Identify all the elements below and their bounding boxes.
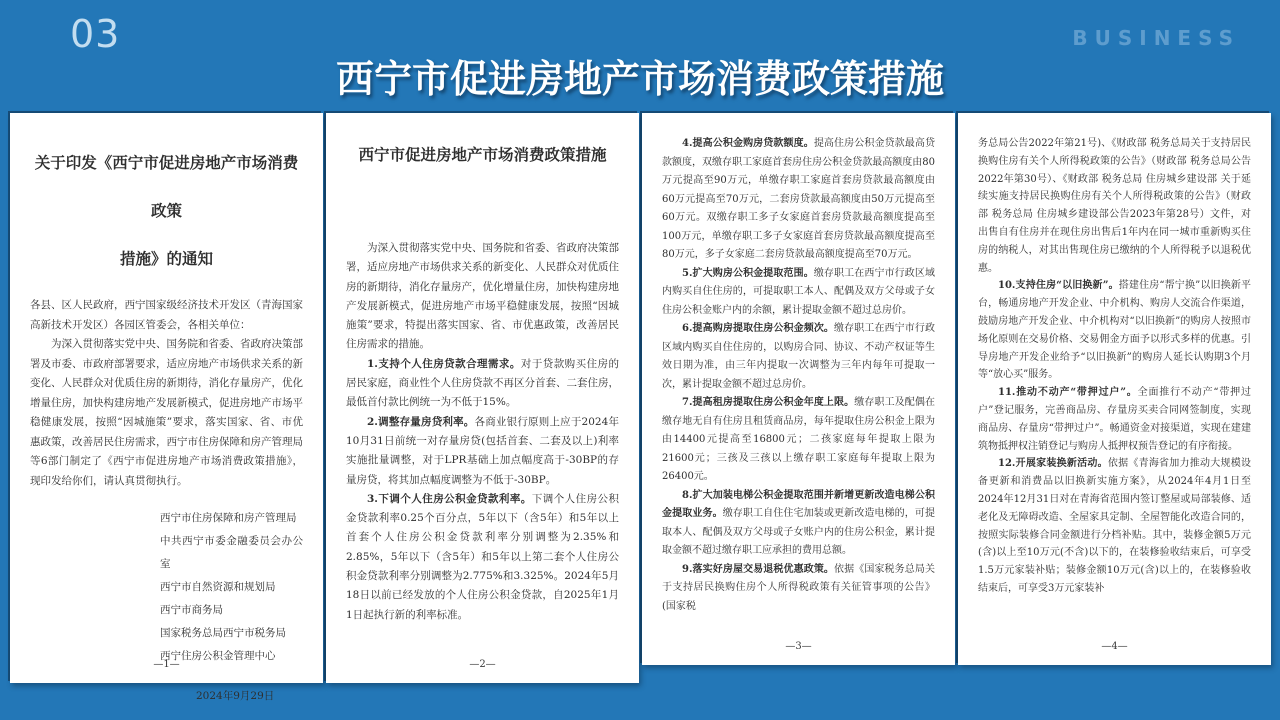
policy-item-text: 缴存职工在西宁市行政区域内购买自住住房的，可提取职工本人、配偶及双方父母或子女住房公积金账户内的余额，累计提取金额不超过总房价。	[662, 267, 935, 316]
notice-salutation: 各县、区人民政府，西宁国家级经济技术开发区（青海国家高新技术开发区）各园区管委会，各相关单位：	[30, 299, 303, 331]
policy-item-lead: 4.提高公积金购房贷款额度。	[682, 138, 814, 149]
policy-item-text: 对于贷款购买住房的居民家庭，商业性个人住房贷款不再区分首套、二套住房，最低首付款比例统一为不低于15%。	[346, 357, 620, 409]
signer-list	[160, 507, 303, 668]
policy-item-2	[346, 413, 619, 490]
policy-item-lead: 5.扩大购房公积金提取范围。	[682, 267, 814, 279]
measures-intro: 为深入贯彻落实党中央、国务院和省委、省政府决策部署，适应房地产市场供求关系的新变化、人民群众对优质住房的新期待，消化存量房产，优化增量住房，加快构建房地产发展新模式，促进房地产市场平稳健康发展，按照“因城施策”要求，特提出落实国家、省、市优惠政策，改善居民住房需求的措施。	[346, 242, 619, 351]
policy-item-lead: 3.下调个人住房公积金贷款利率。	[367, 492, 532, 505]
policy-item-8	[662, 487, 935, 561]
policy-item-3	[346, 490, 619, 625]
policy-items	[662, 135, 935, 616]
signer-line: 西宁市住房保障和房产管理局	[160, 512, 297, 524]
policy-item-text: 下调个人住房公积金贷款利率0.25个百分点，5年以下（含5年）和5年以上首套个人住房公积金贷款利率分别调整为2.35%和2.85%，5年以下（含5年）和5年以上第二套个人住房公积金贷款利率分别调整为2.775%和3.325%。2024年5月18日以前已经发放的个人住房公积金贷款，自2025年1月1日起执行新的利率标准。	[346, 492, 620, 621]
policy-item-7	[662, 394, 935, 487]
page-number: —2—	[469, 659, 496, 670]
policy-item-text: 全面推行不动产“带押过户”登记服务，完善商品房、存量房买卖合同网签制度，实现商品房、存量房“带押过户”。畅通资金对接渠道，实现在建建筑物抵押权注销登记与购房人抵押权预告登记的有序衔接。	[978, 387, 1251, 452]
policy-item-text: 提高住房公积金贷款最高贷款额度，双缴存职工家庭首套房住房公积金贷款最高额度由80万元提高至90万元，单缴存职工家庭首套房贷款最高额度由60万元提高至70万元，二套房贷款最高额度由50万元提高至60万元。双缴存职工多子女家庭首套房贷款最高额度提高至100万元，单缴存职工多子女家庭首套房贷款最高额度提高至80万元，多子女家庭二套房贷款最高额度提高至70万元。	[662, 138, 935, 260]
signer-line: 国家税务总局西宁市税务局	[160, 627, 286, 639]
policy-item-text: 缴存职工自住住宅加装或更新改造电梯的，可提取本人、配偶及双方父母或子女账户内的住房公积金，累计提取金额不超过缴存职工应承担的费用总额。	[662, 508, 936, 556]
signer-line: 西宁住房公积金管理中心	[160, 650, 276, 662]
business-watermark: BUSINESS	[1072, 26, 1240, 50]
policy-item-10	[978, 277, 1251, 384]
policy-item-lead: 9.落实好房屋交易退税优惠政策。	[682, 563, 835, 575]
measures-title: 西宁市促进房地产市场消费政策措施	[358, 145, 607, 164]
policy-item-6	[662, 320, 935, 394]
policy-item-text: 缴存职工及配偶在缴存地无自有住房且租赁商品房，每年提取住房公积金上限为由14400元提高至16800元；二孩家庭每年提取上限为21600元；三孩及三孩以上缴存职工家庭每年提取上限为26400元。	[662, 397, 935, 482]
policy-item-12	[978, 455, 1251, 597]
policy-item-11	[978, 384, 1251, 455]
policy-item-5	[662, 265, 935, 321]
policy-item-lead: 8.扩大加装电梯公积金提取范围并新增更新改造电梯公积金提取业务。	[662, 489, 935, 519]
signer-line: 西宁市自然资源和规划局	[160, 581, 276, 593]
policy-item-lead: 1.支持个人住房贷款合理需求。	[367, 357, 521, 370]
notice-body: 为深入贯彻落实党中央、国务院和省委、省政府决策部署及市委、市政府部署要求，适应房地产市场供求关系的新变化、人民群众对优质住房的新期待，消化存量房产，优化增量住房，加快构建房地产发展新模式，促进房地产市场平稳健康发展，按照“因城施策”要求，落实国家、省、市优惠政策，改善居民住房需求，西宁市住房保障和房产管理局等6部门制定了《西宁市促进房地产市场消费政策措施》，现印发给你们，请认真贯彻执行。	[30, 338, 303, 487]
policy-item-lead: 6.提高购房提取住房公积金频次。	[682, 323, 835, 334]
policy-item-lead: 7.提高租房提取住房公积金年度上限。	[682, 397, 855, 408]
document-page-2	[326, 113, 639, 683]
policy-item-9	[662, 561, 935, 617]
signer-line: 中共西宁市委金融委员会办公室	[160, 535, 303, 570]
signer-line: 西宁市商务局	[160, 604, 223, 616]
document-page-1	[10, 113, 323, 702]
policy-item-4	[662, 135, 935, 265]
policy-item-text: 搭建住房“帮宁换”以旧换新平台，畅通房地产开发企业、中介机构、购房人交流合作渠道，鼓励房地产开发企业、中介机构对“以旧换新”的购房人按照市场化原则在交易价格、交易佣金方面予以形式多样的优惠。引导房地产开发企业给予“以旧换新”的购房人延长认购期3个月等“放心买”服务。	[978, 280, 1251, 381]
notice-date: 2024年9月29日	[196, 690, 275, 702]
notice-title	[30, 139, 303, 283]
slide-title: 西宁市促进房地产市场消费政策措施	[335, 57, 944, 101]
policy-item-lead: 11.推动不动产“带押过户”。	[998, 387, 1138, 399]
policy-item-lead: 10.支持住房“以旧换新”。	[998, 280, 1119, 292]
policy-item-1	[346, 355, 619, 413]
document-page-4	[958, 113, 1271, 665]
document-page-3	[642, 113, 955, 665]
policy-item-text: 缴存职工在西宁市行政区域内购买自住住房的，以购房合同、协议、不动产权证等生效日期为准，由三年内提取一次调整为三年内每年可提取一次，累计提取金额不超过总房价。	[662, 323, 935, 390]
policy-item-9-continuation: 务总局公告2022年第21号)、《财政部 税务总局关于支持居民换购住房有关个人所得税政策的公告》（财政部 税务总局公告2022年第30号）、《财政部 税务总局 住房城乡建设部 关于延续实施支持居民换购住房有关个人所得税政策的公告》（财政部 税务总局 住房城乡建设部公告2023年第28号）文件，对出售自有住房并在现住房出售后1年内在同一城市重新购买住房的纳税人，对其出售现住房已缴纳的个人所得税予以退税优惠。	[978, 138, 1251, 274]
policy-item-lead: 12.开展家装换新活动。	[998, 458, 1108, 470]
document-pages	[10, 113, 1271, 702]
policy-item-lead: 2.调整存量房贷利率。	[367, 415, 475, 428]
policy-item-text: 依据《国家税务总局关于支持居民换购住房个人所得税政策有关征管事项的公告》(国家税	[662, 563, 935, 612]
policy-item-text: 各商业银行原则上应于2024年10月31日前统一对存量房贷(包括首套、二套及以上)利率实施批量调整，对于LPR基础上加点幅度高于-30BP的存量房贷，将其加点幅度调整为不低于-30BP。	[346, 415, 619, 486]
policy-item-text: 依据《青海省加力推动大规模设备更新和消费品以旧换新实施方案》，从2024年4月1日至2024年12月31日对在青海省范围内签订整屋或局部装修、适老化及无障碍改造、全屋家具定制、全屋智能化改造合同的，按照实际装修合同金额进行分档补贴。其中，装修金额5万元(含)以上至10万元(不含)以下的，在装修验收结束后，可享受1.5万元家装补贴；装修金额10万元(含)以上的，在装修验收结束后，可享受3万元家装补	[978, 458, 1252, 594]
slide-section-number: 03	[70, 12, 121, 56]
page-number: —1—	[153, 659, 180, 670]
notice-title-line-2: 措施》的通知	[119, 249, 213, 268]
page-number: —3—	[785, 641, 812, 652]
page-number: —4—	[1101, 641, 1128, 652]
notice-title-line-1: 关于印发《西宁市促进房地产市场消费政策	[34, 153, 299, 220]
